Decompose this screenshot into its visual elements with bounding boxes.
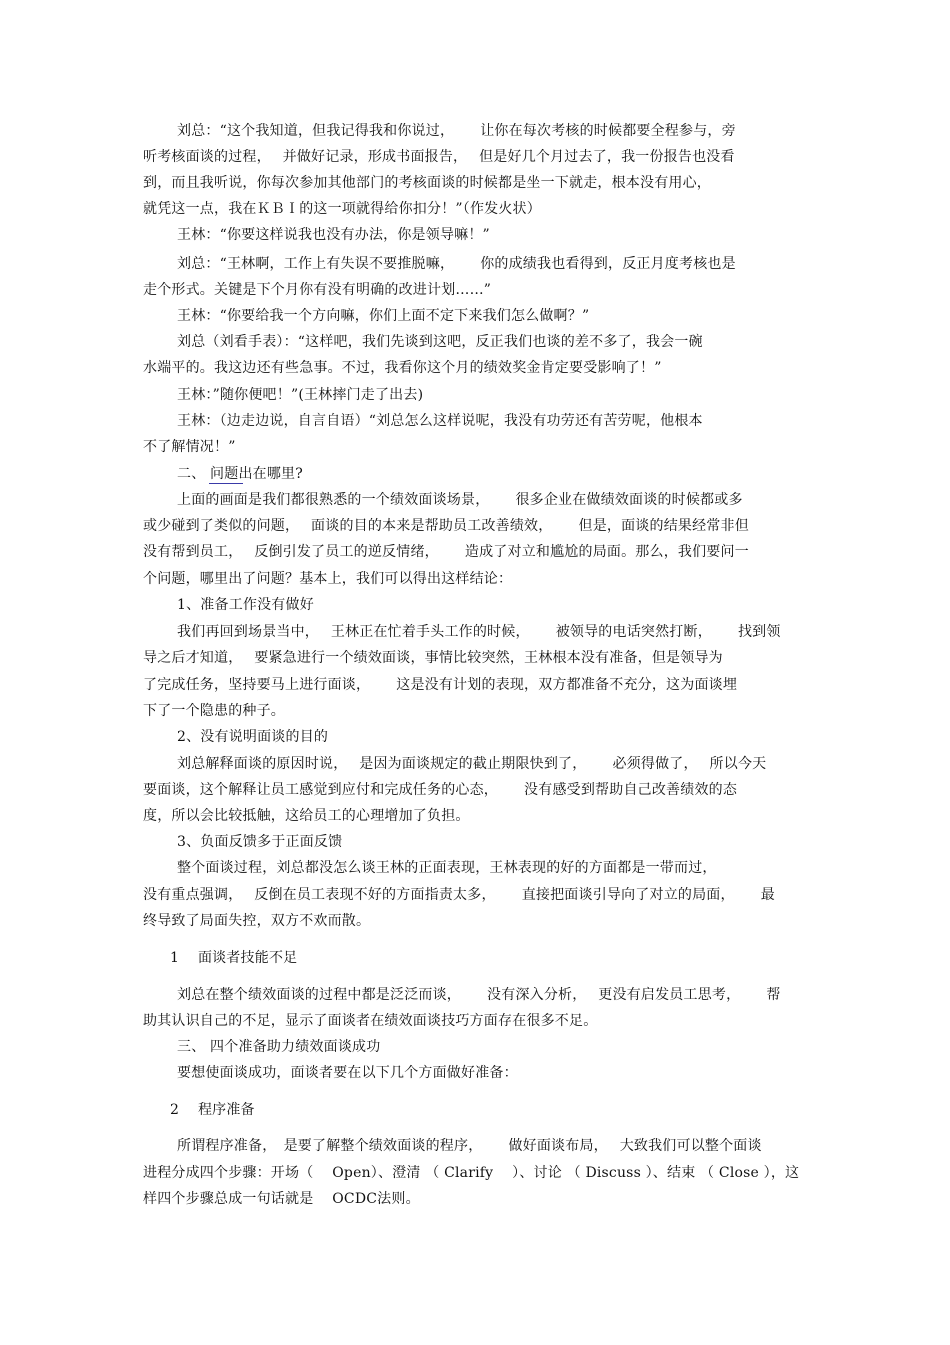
body-line-20: 样四个步骤总成一句话就是 OCDC法则。 xyxy=(143,1191,420,1207)
dialogue-line-3: 到，而且我听说，你每次参加其他部门的考核面谈的时候都是坐一下就走，根本没有用心， xyxy=(143,175,711,191)
dialogue-line-6: 刘总：“王林啊，工作上有失误不要推脱嘛， 你的成绩我也看得到，反正月度考核也是 xyxy=(177,256,736,272)
body-line-11: 度，所以会比较抵触，这给员工的心理增加了负担。 xyxy=(143,808,470,824)
body-line-6: 导之后才知道， 要紧急进行一个绩效面谈，事情比较突然，王林根本没有准备，但是领导为 xyxy=(143,650,723,666)
dialogue-line-12: 王林：（边走边说，自言自语）“刘总怎么这样说呢，我没有功劳还有苦劳呢，他根本 xyxy=(177,413,703,429)
body-line-9: 刘总解释面谈的原因时说， 是因为面谈规定的截止期限快到了， 必须得做了， 所以今天 xyxy=(177,756,767,772)
body-line-7: 了完成任务，坚持要马上进行面谈， 这是没有计划的表现，双方都准备不充分，这为面谈埋 xyxy=(143,677,738,693)
dialogue-line-4: 就凭这一点，我在ＫＢＩ的这一项就得给你扣分！”（作发火状） xyxy=(143,201,541,217)
body-line-10: 要面谈，这个解释让员工感觉到应付和完成任务的心态， 没有感受到帮助自己改善绩效的态 xyxy=(143,782,738,798)
body-line-17: 要想使面谈成功，面谈者要在以下几个方面做好准备： xyxy=(177,1065,518,1081)
dialogue-line-1: 刘总：“这个我知道，但我记得我和你说过， 让你在每次考核的时候都要全程参与，旁 xyxy=(177,123,736,139)
dialogue-line-11: 王林：”随你便吧！”(王林摔门走了出去) xyxy=(177,387,424,403)
heading-underline xyxy=(209,483,243,484)
body-line-1: 上面的画面是我们都很熟悉的一个绩效面谈场景， 很多企业在做绩效面谈的时候都或多 xyxy=(177,492,743,508)
subheading-5: 2 程序准备 xyxy=(170,1102,255,1118)
section-heading-2: 二、 问题出在哪里? xyxy=(177,466,303,482)
body-line-13: 没有重点强调， 反倒在员工表现不好的方面指责太多， 直接把面谈引导向了对立的局面， 最 xyxy=(143,887,775,903)
body-line-12: 整个面谈过程，刘总都没怎么谈王林的正面表现，王林表现的好的方面都是一带而过， xyxy=(177,860,717,876)
body-line-2: 或少碰到了类似的问题， 面谈的目的本来是帮助员工改善绩效， 但是，面谈的结果经常非但 xyxy=(143,518,749,534)
subheading-4: 1 面谈者技能不足 xyxy=(170,950,298,966)
body-line-3: 没有帮到员工， 反倒引发了员工的逆反情绪， 造成了对立和尴尬的局面。那么，我们要问一 xyxy=(143,544,749,560)
body-line-14: 终导致了局面失控，双方不欢而散。 xyxy=(143,913,371,929)
subheading-3: 3、负面反馈多于正面反馈 xyxy=(177,834,343,850)
subheading-1: 1、准备工作没有做好 xyxy=(177,597,314,613)
body-line-8: 下了一个隐患的种子。 xyxy=(143,703,285,719)
dialogue-line-10: 水端平的。我这边还有些急事。不过，我看你这个月的绩效奖金肯定要受影响了！” xyxy=(143,360,662,376)
body-line-19: 进程分成四个步骤：开场（ Open）、澄清 （ Clarify ）、讨论 （ Discuss ）、结束 （ Close ），这 xyxy=(143,1165,800,1181)
body-line-4: 个问题，哪里出了问题？基本上，我们可以得出这样结论： xyxy=(143,571,513,587)
dialogue-line-13: 不了解情况！” xyxy=(143,439,236,455)
body-line-15: 刘总在整个绩效面谈的过程中都是泛泛而谈， 没有深入分析， 更没有启发员工思考， 帮 xyxy=(177,987,781,1003)
dialogue-line-5: 王林：“你要这样说我也没有办法，你是领导嘛！” xyxy=(177,227,490,243)
body-line-5: 我们再回到场景当中， 王林正在忙着手头工作的时候， 被领导的电话突然打断， 找到领 xyxy=(177,624,781,640)
dialogue-line-9: 刘总（刘看手表）：“这样吧，我们先谈到这吧，反正我们也谈的差不多了，我会一碗 xyxy=(177,334,703,350)
dialogue-line-8: 王林：“你要给我一个方向嘛，你们上面不定下来我们怎么做啊？” xyxy=(177,308,590,324)
dialogue-line-7: 走个形式。关键是下个月你有没有明确的改进计划……” xyxy=(143,282,492,298)
subheading-2: 2、没有说明面谈的目的 xyxy=(177,729,329,745)
section-heading-3: 三、 四个准备助力绩效面谈成功 xyxy=(177,1039,381,1055)
body-line-16: 助其认识自己的不足，显示了面谈者在绩效面谈技巧方面存在很多不足。 xyxy=(143,1013,598,1029)
dialogue-line-2: 听考核面谈的过程， 并做好记录，形成书面报告， 但是好几个月过去了，我一份报告也没看 xyxy=(143,149,735,165)
body-line-18: 所谓程序准备， 是要了解整个绩效面谈的程序， 做好面谈布局， 大致我们可以整个面谈 xyxy=(177,1138,762,1154)
